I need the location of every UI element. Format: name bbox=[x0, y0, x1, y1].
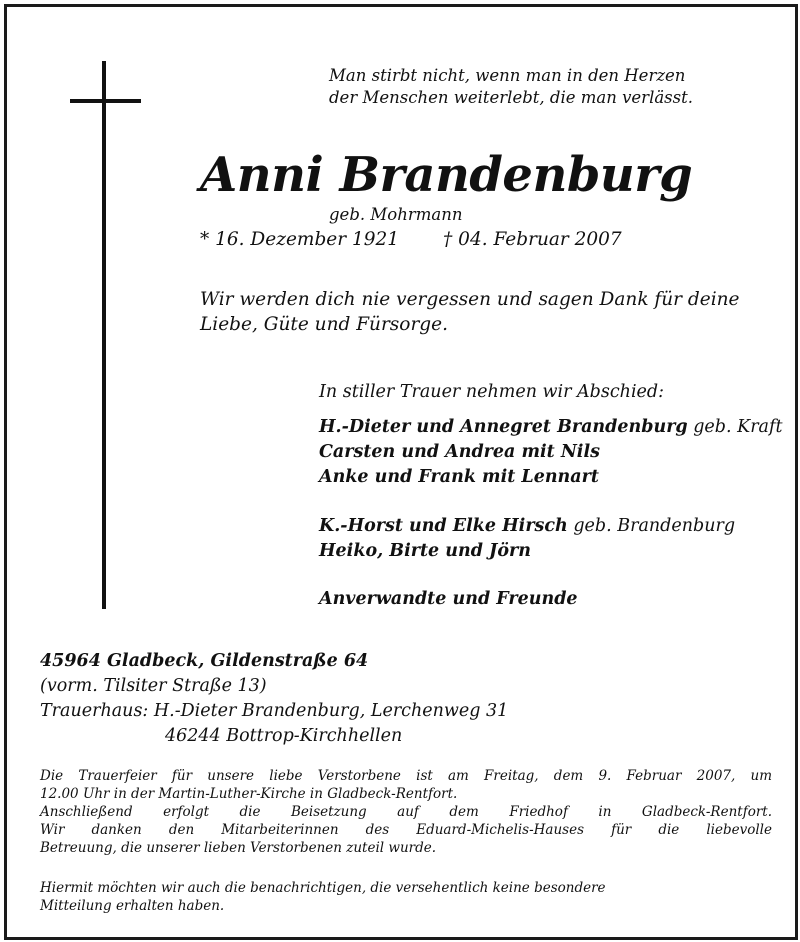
birth-date: * 16. Dezember 1921 bbox=[200, 229, 400, 250]
motto-quote bbox=[329, 65, 693, 109]
notice-line: Anschließend erfolgt die Beisetzung auf dem Friedhof in Gladbeck-Rentfort. bbox=[40, 804, 772, 820]
maiden-name: geb. Mohrmann bbox=[329, 205, 463, 224]
relatives-line: Anverwandte und Freunde bbox=[319, 589, 578, 609]
mourner-line: Heiko, Birte und Jörn bbox=[319, 541, 531, 561]
notice-line: Betreuung, die unserer lieben Verstorbenen zuteil wurde. bbox=[40, 840, 437, 856]
cross-icon-bar bbox=[70, 99, 141, 103]
footer-line: Mitteilung erhalten haben. bbox=[40, 898, 225, 914]
deceased-name: Anni Brandenburg bbox=[200, 147, 693, 203]
notice-line: Wir danken den Mitarbeiterinnen des Eduard-Michelis-Hauses für die liebevolle bbox=[40, 822, 772, 838]
notice-line: Die Trauerfeier für unsere liebe Verstorbene ist am Freitag, dem 9. Februar 2007, um bbox=[40, 768, 772, 784]
mourner-line: Anke und Frank mit Lennart bbox=[319, 467, 599, 487]
mourner-name: K.-Horst und Elke Hirsch bbox=[319, 516, 568, 536]
life-dates bbox=[200, 228, 622, 252]
mourner-family-2 bbox=[319, 514, 735, 539]
motto-line: Man stirbt nicht, wenn man in den Herzen bbox=[329, 66, 686, 85]
notice-line: 12.00 Uhr in der Martin-Luther-Kirche in Gladbeck-Rentfort. bbox=[40, 786, 458, 802]
mourner-suffix: geb. Kraft bbox=[687, 417, 783, 437]
mourner-line: Carsten und Andrea mit Nils bbox=[319, 442, 600, 462]
footer-line: Hiermit möchten wir auch die benachrichtigen, die versehentlich keine besondere bbox=[40, 880, 606, 896]
address-main: 45964 Gladbeck, Gildenstraße 64 bbox=[40, 651, 369, 671]
thanks-line: Wir werden dich nie vergessen und sagen Dank für deine bbox=[200, 289, 740, 310]
trauerhaus-address: Trauerhaus: H.-Dieter Brandenburg, Lerchenweg 31 bbox=[40, 701, 509, 721]
mourner-name: H.-Dieter und Annegret Brandenburg bbox=[319, 417, 688, 437]
thanks-text bbox=[200, 287, 739, 337]
motto-line: der Menschen weiterlebt, die man verlässt. bbox=[329, 88, 693, 107]
cross-icon bbox=[102, 61, 106, 609]
trauerhaus-city: 46244 Bottrop-Kirchhellen bbox=[165, 726, 403, 746]
address-former: (vorm. Tilsiter Straße 13) bbox=[40, 676, 267, 696]
thanks-line: Liebe, Güte und Fürsorge. bbox=[200, 314, 448, 335]
mourners-intro: In stiller Trauer nehmen wir Abschied: bbox=[319, 382, 664, 402]
mourner-family-1 bbox=[319, 415, 783, 440]
death-date: † 04. Februar 2007 bbox=[443, 229, 622, 250]
obituary-notice bbox=[4, 4, 798, 940]
mourner-suffix: geb. Brandenburg bbox=[567, 516, 736, 536]
